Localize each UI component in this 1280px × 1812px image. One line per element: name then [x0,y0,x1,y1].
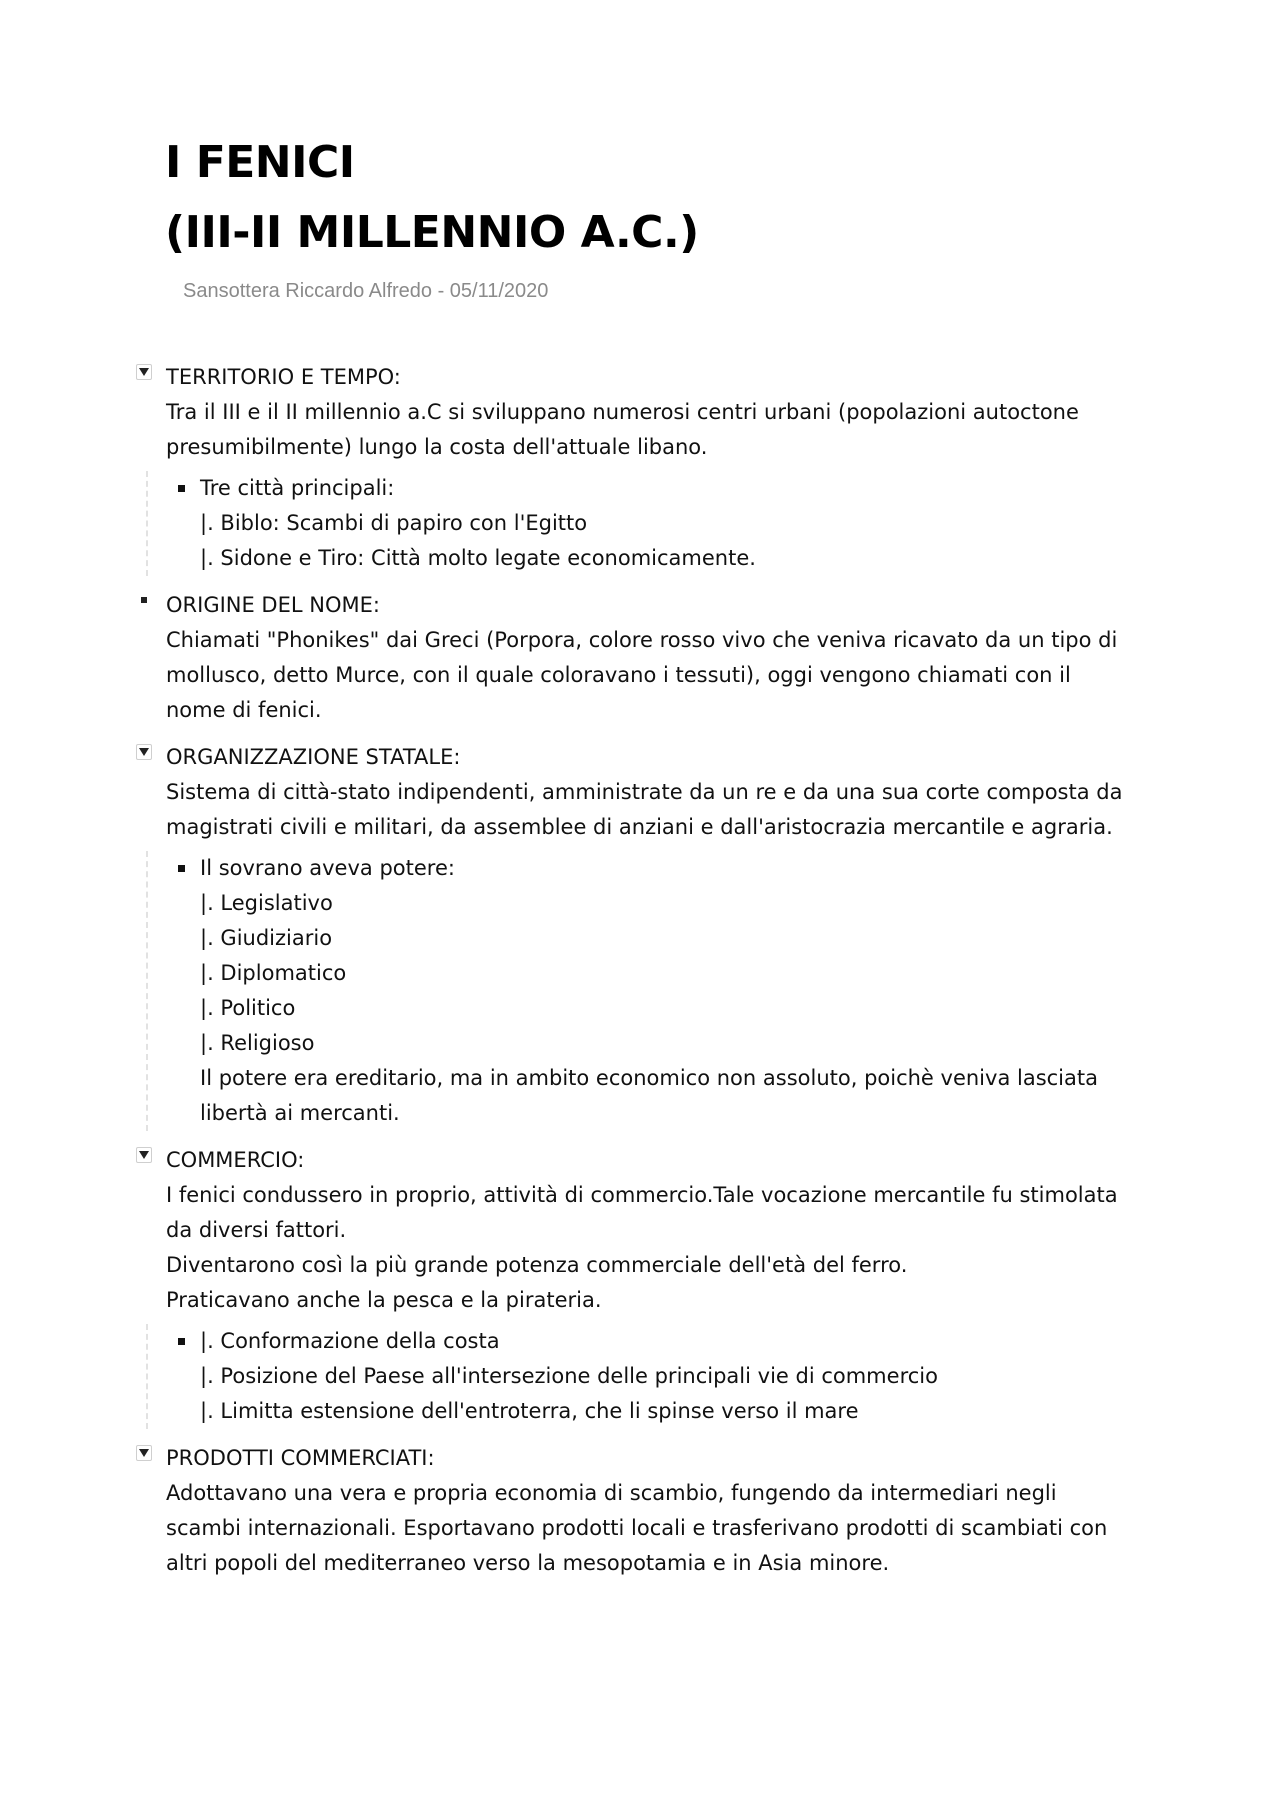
collapse-toggle-icon[interactable] [136,1147,152,1163]
body-line: Diventarono così la più grande potenza commerciale dell'età del ferro. [166,1253,908,1277]
list-item: |. Religioso [200,1031,315,1055]
list-item: |. Biblo: Scambi di papiro con l'Egitto [200,511,588,535]
section-heading: PRODOTTI COMMERCIATI: [166,1446,435,1470]
body-line: magistrati civili e militari, da assemblee di anziani e dall'aristocrazia mercantile e agraria. [166,815,1113,839]
body-line: Sistema di città-stato indipendenti, amministrate da un re e da una sua corte composta da [166,780,1123,804]
list-item: Tre città principali: [200,476,395,500]
body-line: mollusco, detto Murce, con il quale coloravano i tessuti), oggi vengono chiamati con il [166,663,1071,687]
section-commercio [166,1143,1126,1429]
collapse-toggle-icon[interactable] [136,744,152,760]
section-heading: COMMERCIO: [166,1148,305,1172]
list-item: |. Legislativo [200,891,333,915]
section-territorio [166,360,1126,576]
sub-list [166,851,1126,1131]
body-line: Praticavano anche la pesca e la pirateria. [166,1288,602,1312]
body-line: presumibilmente) lungo la costa dell'attuale libano. [166,435,708,459]
list-item: |. Posizione del Paese all'intersezione delle principali vie di commercio [200,1364,938,1388]
bullet-icon [178,1338,185,1345]
bullet-icon [178,485,185,492]
body-line: I fenici condussero in proprio, attività di commercio.Tale vocazione mercantile fu stimolata [166,1183,1118,1207]
sub-list [166,1324,1126,1429]
section-heading: TERRITORIO E TEMPO: [166,365,401,389]
section-origine [166,588,1126,728]
list-item: |. Conformazione della costa [200,1329,500,1353]
list-item: |. Politico [200,996,296,1020]
author-date: Sansottera Riccardo Alfredo - 05/11/2020 [183,280,549,302]
bullet-icon [178,865,185,872]
section-heading: ORIGINE DEL NOME: [166,593,380,617]
body-line: Adottavano una vera e propria economia di scambio, fungendo da intermediari negli [166,1481,1057,1505]
collapse-toggle-icon[interactable] [136,364,152,380]
body-line: nome di fenici. [166,698,322,722]
body-line: altri popoli del mediterraneo verso la mesopotamia e in Asia minore. [166,1551,890,1575]
outline [0,360,1280,1593]
bullet-icon [136,592,152,608]
page-title [165,128,699,268]
sub-list [166,471,1126,576]
list-item: Il potere era ereditario, ma in ambito economico non assoluto, poichè veniva lasciata [200,1066,1098,1090]
title-line-2: (III-II MILLENNIO A.C.) [165,207,699,258]
body-line: Chiamati "Phonikes" dai Greci (Porpora, colore rosso vivo che veniva ricavato da un tipo di [166,628,1118,652]
list-item: |. Limitta estensione dell'entroterra, che li spinse verso il mare [200,1399,859,1423]
collapse-toggle-icon[interactable] [136,1445,152,1461]
title-line-1: I FENICI [165,137,355,188]
section-heading: ORGANIZZAZIONE STATALE: [166,745,461,769]
body-line: scambi internazionali. Esportavano prodotti locali e trasferivano prodotti di scambiati con [166,1516,1108,1540]
list-item: |. Sidone e Tiro: Città molto legate economicamente. [200,546,756,570]
list-item: |. Giudiziario [200,926,333,950]
section-organizzazione [166,740,1126,1131]
list-item: Il sovrano aveva potere: [200,856,455,880]
body-line: Tra il III e il II millennio a.C si sviluppano numerosi centri urbani (popolazioni autoctone [166,400,1079,424]
body-line: da diversi fattori. [166,1218,347,1242]
list-item: |. Diplomatico [200,961,347,985]
list-item: libertà ai mercanti. [200,1101,400,1125]
section-prodotti [166,1441,1126,1581]
